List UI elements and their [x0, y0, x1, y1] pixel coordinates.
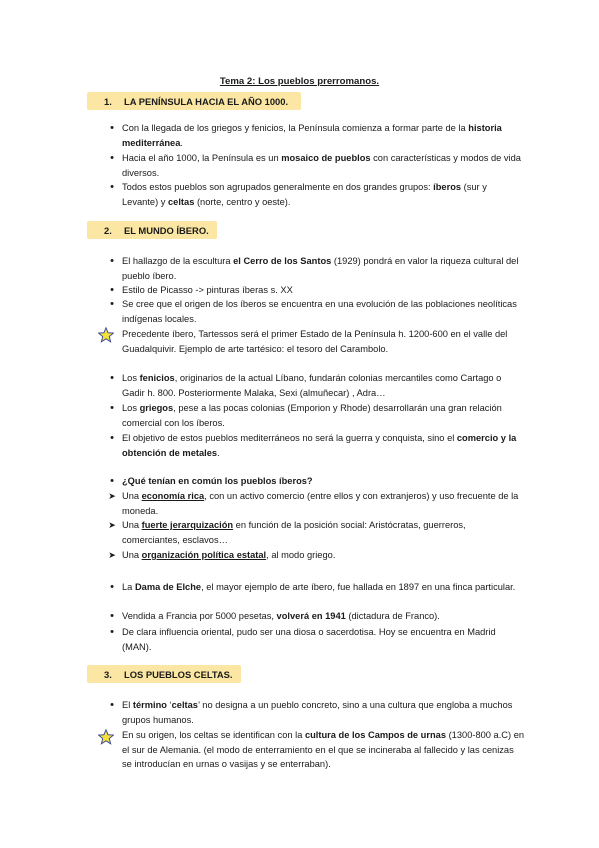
- section-label: LOS PUEBLOS CELTAS.: [124, 668, 233, 680]
- bullet-icon: [105, 180, 119, 195]
- bullet-icon: [105, 151, 119, 166]
- list-item: ➤ Una fuerte jerarquización en función de la posición social: Aristócratas, guerreros, comerciantes, esclavos…: [105, 518, 525, 547]
- bullet-icon: [105, 625, 119, 640]
- section-heading-2: [87, 221, 217, 239]
- list-item: • El término ‘celtas’ no designa a un pueblo concreto, sino a una cultura que engloba a muchos grupos humanos.: [105, 698, 525, 727]
- list-item: En su origen, los celtas se identifican con la cultura de los Campos de urnas (1300-800 a.C) en el sur de Alemania. (el modo de enterramiento en el que se incineraba al fallecido y las cenizas se introducían en urnas o vasijas y se enterraban).: [122, 730, 525, 770]
- bullet-icon: [105, 474, 119, 489]
- list-item: • ¿Qué tenían en común los pueblos íberos?: [105, 474, 525, 489]
- list-item: • Con la llegada de los griegos y fenicios, la Península comienza a formar parte de la historia mediterránea.: [105, 121, 525, 150]
- list-item: • Los griegos, pese a las pocas colonias (Emporion y Rhode) desarrollarán una gran relación comercial con los íberos.: [105, 401, 525, 430]
- list-item: • De clara influencia oriental, pudo ser una diosa o sacerdotisa. Hoy se encuentra en Madrid (MAN).: [105, 625, 525, 654]
- list-item: • Vendida a Francia por 5000 pesetas, volverá en 1941 (dictadura de Franco).: [105, 609, 525, 624]
- page-title: Tema 2: Los pueblos prerromanos.: [219, 76, 380, 87]
- bullet-icon: [105, 698, 119, 713]
- list-item: ➤ Una organización política estatal, al modo griego.: [105, 548, 525, 563]
- bullet-icon: [105, 121, 119, 136]
- section-label: LA PENÍNSULA HACIA EL AÑO 1000.: [124, 95, 289, 107]
- bullet-icon: [105, 401, 119, 416]
- list-item: ➤ Una economía rica, con un activo comercio (entre ellos y con extranjeros) y uso frecuente de la moneda.: [105, 489, 525, 518]
- list-item: • La Dama de Elche, el mayor ejemplo de arte íbero, fue hallada en 1897 en una finca particular.: [105, 580, 525, 595]
- list-item: • Los fenicios, originarios de la actual Líbano, fundarán colonias mercantiles como Cartago o Gadir h. 800. Posteriormente Malaka, Sexi (almuñecar) , Adra…: [105, 371, 525, 400]
- list-item: • Estilo de Picasso -> pinturas íberas s. XX: [105, 283, 525, 298]
- bullet-icon: [105, 609, 119, 624]
- bullet-icon: [105, 580, 119, 595]
- bullet-icon: [105, 431, 119, 446]
- section-number: 2.: [104, 224, 112, 236]
- section-number: 3.: [104, 668, 112, 680]
- arrow-icon: ➤: [108, 520, 116, 530]
- list-item: • El hallazgo de la escultura el Cerro de los Santos (1929) pondrá en valor la riqueza cultural del pueblo íbero.: [105, 254, 525, 283]
- arrow-icon: ➤: [108, 550, 116, 560]
- bullet-icon: [105, 254, 119, 269]
- arrow-icon: ➤: [108, 491, 116, 501]
- bullet-icon: [105, 297, 119, 312]
- bullet-icon: [105, 283, 119, 298]
- section-heading-1: [87, 92, 301, 110]
- bullet-icon: [105, 371, 119, 386]
- section-label: EL MUNDO ÍBERO.: [124, 224, 209, 236]
- section-heading-3: [87, 665, 241, 683]
- list-item: Precedente íbero, Tartessos será el primer Estado de la Península h. 1200-600 en el valle del Guadalquivir. Ejemplo de arte tartésico: el tesoro del Carambolo.: [122, 329, 508, 354]
- section-number: 1.: [104, 95, 112, 107]
- list-item: • Todos estos pueblos son agrupados generalmente en dos grandes grupos: íberos (sur y Levante) y celtas (norte, centro y oeste).: [105, 180, 525, 209]
- list-item: • Hacia el año 1000, la Península es un mosaico de pueblos con características y modos de vida diversos.: [105, 151, 525, 180]
- list-item: • El objetivo de estos pueblos mediterráneos no será la guerra y conquista, sino el comercio y la obtención de metales.: [105, 431, 525, 460]
- list-item: • Se cree que el origen de los íberos se encuentra en una evolución de las poblaciones neolíticas indígenas locales.: [105, 297, 525, 326]
